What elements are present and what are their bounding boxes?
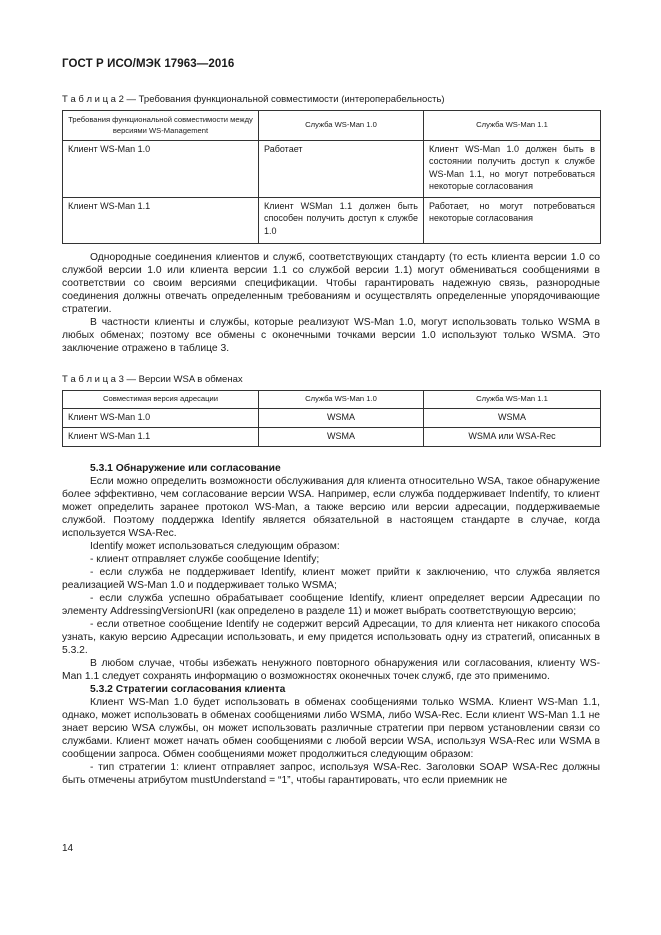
table3-cell: WSMA: [259, 409, 424, 428]
list-item: - если служба успешно обрабатывает сообщение Identify, клиент определяет версии Адресации по элементу AddressingVersionURI (как определено в разделе 11) и может выбрать соответствующую версию;: [62, 593, 600, 617]
table3-caption: Т а б л и ц а 3 — Версии WSA в обменах: [62, 374, 243, 385]
paragraph: Однородные соединения клиентов и служб, соответствующих стандарту (то есть клиента версии 1.0 со службой версии 1.0 или клиента версии 1.1 со службой версии 1.1) могут обмениваться сообщениями в соответствии со своим версиями спецификации. Чтобы гарантировать надежную связь, разнородные соединения должны отвечать определенным требованиям и осуществлять определенные упорядочивающие стратегии.: [62, 252, 600, 315]
table2-header-cell: Служба WS-Man 1.1: [424, 111, 601, 141]
table3-cell: Клиент WS-Man 1.0: [63, 409, 259, 428]
table2-header-cell: Служба WS-Man 1.0: [259, 111, 424, 141]
section-heading-532: 5.3.2 Стратегии согласования клиента: [90, 684, 286, 695]
page-number: 14: [62, 843, 74, 854]
table3-cell: WSMA или WSA-Rec: [424, 428, 601, 447]
paragraph: Identify может использоваться следующим образом:: [90, 541, 340, 552]
table2-cell: Клиент WS-Man 1.0: [63, 141, 259, 198]
table2-cell: Клиент WSMan 1.1 должен быть способен получить доступ к службе 1.0: [259, 198, 424, 244]
body-text-block-a: [62, 251, 600, 355]
list-item: - тип стратегии 1: клиент отправляет запрос, используя WSA-Rec. Заголовки SOAP WSA-Rec должны быть отмечены атрибутом mustUnderstand = “1”, чтобы гарантировать, что если приемник не: [62, 762, 600, 786]
section-heading-531: 5.3.1 Обнаружение или согласование: [90, 463, 281, 474]
table3-cell: WSMA: [424, 409, 601, 428]
paragraph: Клиент WS-Man 1.0 будет использовать в обменах сообщениями только WSMA. Клиент WS-Man 1.1, однако, может использовать в обменах сообщениями либо WSMA, либо WSA-Rec. Если клиент WS-Man 1.1 не знает версию WSA службы, он может использовать различные стратегии при первом установлении связи со службами. Клиент может начать обмен сообщениями с любой версии WSA, используя WSA-Rec или WSMA в сообщении запроса. Обмен сообщениями может продолжиться следующим образом:: [62, 697, 600, 760]
table2-header-cell: Требования функциональной совместимости между версиями WS-Management: [63, 111, 259, 141]
table3-cell: WSMA: [259, 428, 424, 447]
table2-cell: Работает, но могут потребоваться некоторые согласования: [424, 198, 601, 244]
table2: [62, 110, 601, 244]
table2-cell: Работает: [259, 141, 424, 198]
list-item: - если ответное сообщение Identify не содержит версий Адресации, то для клиента нет никакого способа узнать, какую версию Адресации использовать, и ему придется использовать одну из стратегий, описанных в 5.3.2.: [62, 619, 600, 656]
paragraph: В частности клиенты и службы, которые реализуют WS-Man 1.0, могут использовать только WSMA в любых обменах; поэтому все обмены с оконечными точками версии 1.0 используют только WSMA. Это заключение отражено в таблице 3.: [62, 317, 600, 354]
table-row: [63, 198, 601, 244]
paragraph: Если можно определить возможности обслуживания для клиента относительно WSA, такое обнаружение более эффективно, чем согласование версии WSA. Например, если служба поддерживает Indentify, то клиент может определить заранее протокол WS-Man, а также версию или версии адресации, поддерживаемые службой. Поэтому поддержка Identify является обязательной в настоящем стандарте в случае, когда используется WSA-Rec.: [62, 476, 600, 539]
table3-header-cell: Совместимая версия адресации: [63, 391, 259, 409]
table3-header-cell: Служба WS-Man 1.1: [424, 391, 601, 409]
table2-caption: Т а б л и ц а 2 — Требования функциональной совместимости (интероперабельность): [62, 94, 445, 105]
list-item: - если служба не поддерживает Identify, клиент может прийти к заключению, что служба является реализацией WS-Man 1.0 и поддерживает только WSMA;: [62, 567, 600, 591]
standard-header: ГОСТ Р ИСО/МЭК 17963—2016: [62, 58, 235, 70]
table3-header-row: [63, 391, 601, 409]
table2-cell: Клиент WS-Man 1.0 должен быть в состоянии получить доступ к службе WS-Man 1.1, но могут потребоваться некоторые согласования: [424, 141, 601, 198]
paragraph: В любом случае, чтобы избежать ненужного повторного обнаружения или согласования, клиенту WS-Man 1.1 следует сохранять информацию о возможностях оконечных точек служб, где это применимо.: [62, 658, 600, 682]
table2-header-row: [63, 111, 601, 141]
table3: [62, 390, 601, 447]
list-item: - клиент отправляет службе сообщение Identify;: [90, 554, 320, 565]
table3-header-cell: Служба WS-Man 1.0: [259, 391, 424, 409]
body-text-block-b: [62, 462, 600, 787]
table-row: [63, 409, 601, 428]
table-row: [63, 428, 601, 447]
table2-cell: Клиент WS-Man 1.1: [63, 198, 259, 244]
table3-cell: Клиент WS-Man 1.1: [63, 428, 259, 447]
table-row: [63, 141, 601, 198]
